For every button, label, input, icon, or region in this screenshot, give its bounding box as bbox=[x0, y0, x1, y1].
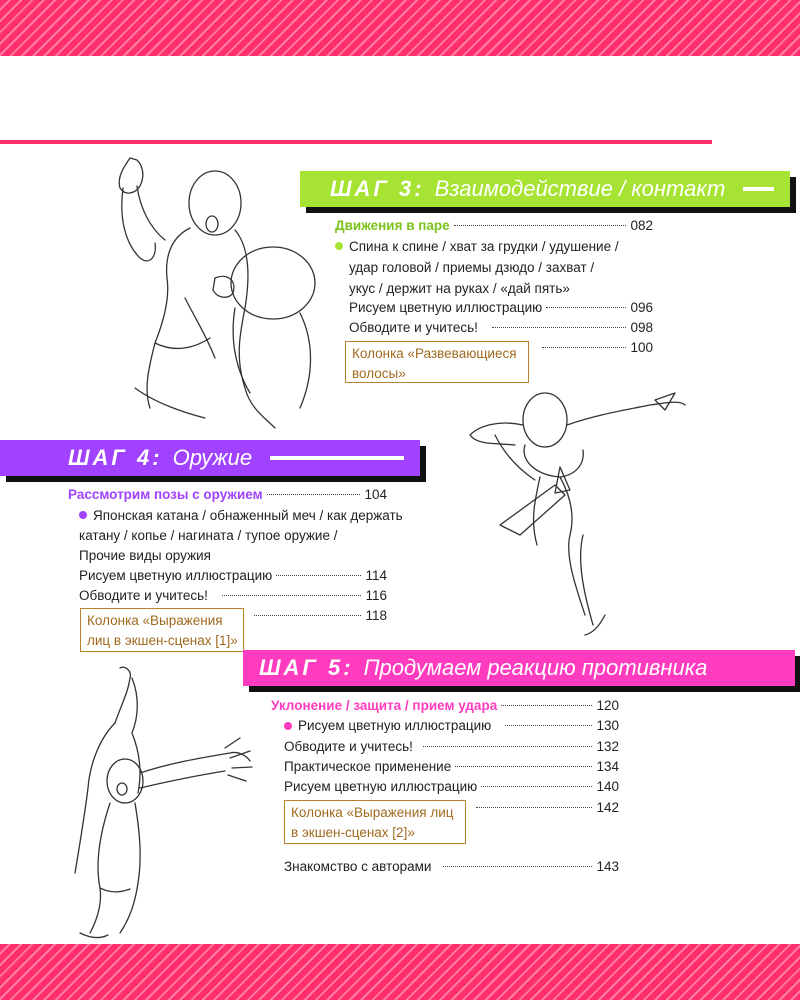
column-line: Колонка «Развевающиеся bbox=[352, 346, 517, 361]
toc-page-number: 130 bbox=[596, 718, 619, 733]
step5-header bbox=[243, 650, 795, 686]
step3-header-bar bbox=[300, 171, 790, 207]
toc-leader-dots bbox=[267, 494, 361, 495]
toc-entry-title: Рисуем цветную иллюстрацию bbox=[298, 718, 492, 733]
toc-leader-dots bbox=[276, 575, 361, 576]
toc-page-number: 143 bbox=[596, 859, 619, 874]
toc-entry-title: Обводите и учитесь! bbox=[284, 739, 413, 754]
step4-header-bar bbox=[0, 440, 420, 476]
toc-entry[interactable] bbox=[284, 716, 619, 736]
top-stripe-band bbox=[0, 0, 800, 56]
column-line: лиц в экшен-сценах [1]» bbox=[87, 633, 238, 648]
toc-leader-dots bbox=[222, 595, 362, 596]
column-box-step5[interactable] bbox=[284, 800, 466, 844]
toc-leader-dots bbox=[476, 807, 592, 808]
toc-leader-dots bbox=[443, 866, 592, 867]
illustration-knife-figure bbox=[465, 385, 695, 645]
step4-label: ШАГ 4: bbox=[68, 445, 163, 470]
toc-leader-dots bbox=[492, 327, 627, 328]
toc-column-page-step5[interactable] bbox=[472, 798, 619, 818]
step3-header-line bbox=[743, 187, 774, 191]
toc-page-number: 120 bbox=[596, 698, 619, 713]
toc-column-page-step4[interactable] bbox=[250, 606, 387, 626]
toc-entry-title: Рисуем цветную иллюстрацию bbox=[284, 779, 478, 794]
toc-page-number: 140 bbox=[596, 779, 619, 794]
toc-page-number: 104 bbox=[364, 487, 387, 502]
toc-leader-dots bbox=[505, 725, 592, 726]
step5-label: ШАГ 5: bbox=[259, 655, 354, 680]
toc-leader-dots bbox=[423, 746, 593, 747]
bullet-dot-icon bbox=[284, 722, 292, 730]
toc-entry[interactable] bbox=[284, 737, 619, 757]
toc-page-number: 100 bbox=[630, 340, 653, 355]
toc-heading-title: Движения в паре bbox=[335, 218, 450, 233]
bullet-dot-icon bbox=[79, 511, 87, 519]
toc-entry-title: Рисуем цветную иллюстрацию bbox=[349, 300, 543, 315]
toc-entry-title: Знакомство с авторами bbox=[284, 859, 432, 874]
illustration-dodge-figure bbox=[60, 663, 260, 943]
toc-page-number: 098 bbox=[630, 320, 653, 335]
toc-entry-title: Рисуем цветную иллюстрацию bbox=[79, 568, 273, 583]
toc-entry-authors[interactable] bbox=[284, 857, 619, 877]
toc-entry[interactable] bbox=[79, 586, 387, 606]
toc-leader-dots bbox=[542, 347, 626, 348]
column-box-step3[interactable] bbox=[345, 341, 529, 383]
step3-label: ШАГ 3: bbox=[330, 176, 425, 201]
toc-leader-dots bbox=[455, 766, 592, 767]
bottom-stripe-band bbox=[0, 944, 800, 1000]
toc-page-number: 132 bbox=[596, 739, 619, 754]
toc-entry-title: Практическое применение bbox=[284, 759, 452, 774]
toc-topic-line: укус / держит на руках / «дай пять» bbox=[349, 281, 570, 296]
step4-header bbox=[0, 440, 420, 476]
toc-page-number: 096 bbox=[630, 300, 653, 315]
bullet-dot-icon bbox=[335, 242, 343, 250]
toc-topic-line: Спина к спине / хват за грудки / удушение / bbox=[335, 237, 619, 257]
toc-leader-dots bbox=[546, 307, 626, 308]
toc-page-number: 116 bbox=[365, 588, 387, 603]
toc-entry[interactable] bbox=[284, 757, 619, 777]
column-line: волосы» bbox=[352, 366, 406, 381]
column-line: в экшен-сценах [2]» bbox=[291, 825, 415, 840]
column-line: Колонка «Выражения bbox=[87, 613, 223, 628]
column-box-step4[interactable] bbox=[80, 608, 244, 652]
toc-topic-line: Японская катана / обнаженный меч / как держать bbox=[79, 506, 403, 526]
toc-leader-dots bbox=[481, 786, 592, 787]
step3-title: Взаимодействие / контакт bbox=[434, 176, 726, 201]
toc-heading-title: Уклонение / защита / прием удара bbox=[271, 698, 498, 713]
step4-title: Оружие bbox=[172, 445, 253, 470]
step3-header bbox=[300, 171, 790, 207]
step5-title: Продумаем реакцию противника bbox=[363, 655, 708, 680]
toc-entry[interactable] bbox=[349, 298, 653, 318]
toc-topic-line: Прочие виды оружия bbox=[79, 548, 211, 563]
toc-entry-step3-heading[interactable] bbox=[335, 216, 653, 236]
toc-entry[interactable] bbox=[79, 566, 387, 586]
toc-topic-line: катану / копье / нагината / тупое оружие / bbox=[79, 528, 338, 543]
toc-column-page-step3[interactable] bbox=[538, 338, 653, 358]
toc-page-number: 082 bbox=[630, 218, 653, 233]
toc-page-number: 134 bbox=[596, 759, 619, 774]
toc-leader-dots bbox=[454, 225, 627, 226]
top-rule bbox=[0, 140, 712, 144]
toc-entry-title: Обводите и учитесь! bbox=[349, 320, 478, 335]
toc-entry-title: Обводите и учитесь! bbox=[79, 588, 208, 603]
toc-entry[interactable] bbox=[284, 777, 619, 797]
column-line: Колонка «Выражения лиц bbox=[291, 805, 454, 820]
toc-topic-line: удар головой / приемы дзюдо / захват / bbox=[349, 260, 595, 275]
toc-leader-dots bbox=[254, 615, 361, 616]
step4-header-line bbox=[270, 456, 404, 460]
toc-entry-step5-heading[interactable] bbox=[271, 696, 619, 716]
toc-entry[interactable] bbox=[349, 318, 653, 338]
step5-header-bar bbox=[243, 650, 795, 686]
toc-page-number: 118 bbox=[365, 608, 387, 623]
toc-page-number: 114 bbox=[365, 568, 387, 583]
toc-page-number: 142 bbox=[596, 800, 619, 815]
toc-entry-step4-heading[interactable] bbox=[68, 485, 387, 505]
toc-heading-title: Рассмотрим позы с оружием bbox=[68, 487, 263, 502]
toc-leader-dots bbox=[501, 705, 592, 706]
illustration-grapple-figures bbox=[95, 148, 325, 438]
